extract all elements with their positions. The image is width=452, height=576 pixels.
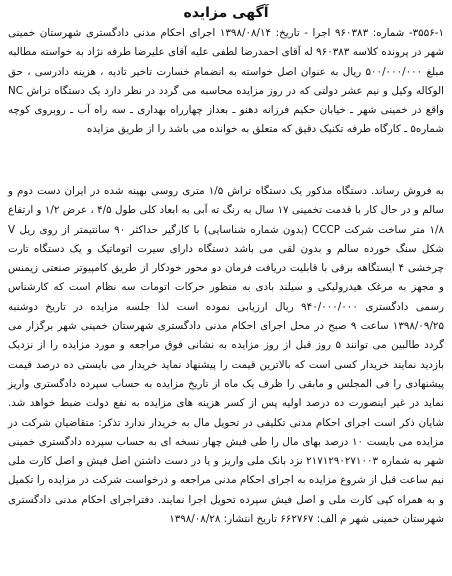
notice-paragraph-details: به فروش رساند. دستگاه مذکور یک دستگاه تراش ۱/۵ متری روسی بهینه شده در ایران دست دوم و سالم و در حال کار با قدمت تخمینی ۱۷ سال به رنگ ته آبی به ابعاد کلی طول ۴/۵ ، عرض ۱/۲ و ارتفاع ۱/۸ متر ساخت شرکت CCCP (بدون شماره شناسایی) با کارگیر حداکثر ۹۰ سانتیمتر از روی ریل V شکل سنگ خورده سالم و بدون لقی می باشد دستگاه دارای سیرت اتوماتیک و یک دستگاه تارت چرخشی ۴ ایستگاهه برقی با قابلیت دریافت فرمان دو محور خودکار از طریق کامپیوتر صنعتی زیمنس و مجهز به مرغک هیدرولیکی و سیلند بادی به منظور حرکات اتومات سه نظام است که کارشناس رسمی دادگستری ۹۴۰/۰۰۰/۰۰۰ ریال ارزیابی نموده است لذا جلسه مزایده در تاریخ دوشنبه ۱۳۹۸/۰۹/۲۵ ساعت ۹ صبح در محل اجرای احکام مدنی دادگستری شهرستان خمینی شهر برگزار می گردد طالبین می توانند ۵ روز قبل از روز مزایده به نشانی فوق مراجعه و مورد مزایده را از نزدیک بازدید نمایند خریدار کسی است که بالاترین قیمت را پیشنهاد نماید خریدار می بایستی ده درصد قیمت پیشنهادی را فی المجلس و مابقی را ظرف یک ماه از تاریخ مزایده به حساب سپرده دادگستری واریز نماید در غیر اینصورت ده درصد اولیه پس از کسر هزینه های مزایده به نفع دولت ضبط خواهد شد. شایان ذکر است اجرای احکام مدنی تکلیفی در تحویل مال به خریدار ندارد تذکر: متقاضیان شرکت در مزایده می بایست ۱۰ درصد بهای مال را طی فیش چهار نسخه ای به حساب سپرده دادگستری خمینی شهر به شماره ۲۱۷۱۲۹۰۲۷۱۰۰۳ نزد بانک ملی واریز و یا در دست داشتن اصل فیش و اصل کارت ملی نیم ساعت قبل از شروع مزایده به اجرای احکام مدنی مراجعه و درخواست شرکت در مزایده را تکمیل و به همراه کپی کارت ملی و اصل فیش سپرده تحویل اجرا نمایند. دفتراجرای احکام مدنی دادگستری شهرستان خمینی شهر م الف: ۶۶۲۷۶۷ تاریخ انتشار: ۱۳۹۸/۰۸/۲۸ (8, 185, 445, 526)
notice-paragraph-intro: ۳۵۵۶-۱- شماره: ۹۶۰۳۸۳ اجرا - تاریخ: ۱۳۹۸/۰۸/۱۴ اجرای احکام مدنی دادگستری شهرستان خمینی شهر در پرونده کلاسه ۹۶۰۳۸۳ له آقای احمدرضا لطفی علیه آقای علیرضا طرفه نژاد به خواسته مطالبه مبلغ ۵۰۰/۰۰۰/۰۰۰ ریال به عنوان اصل خواسته به انضمام خسارت تاخیر تادیه ، هزینه دادرسی ، حق الوکاله وکیل و نیم عشر دولتی که در روز مزایده محاسبه می گردد در نظر دارد یک دستگاه تراش NC واقع در خمینی شهر ـ خیابان حکیم فرزانه دهنو ـ بعداز چهارراه بهداری ـ سه راه آب ـ روبروی کوچه شماره۵ ـ کارگاه طرفه تکنیک دقیق که متعلق به خوانده می باشد را از طریق مزایده (8, 27, 444, 136)
notice-title: آگهی مزایده (183, 5, 269, 21)
